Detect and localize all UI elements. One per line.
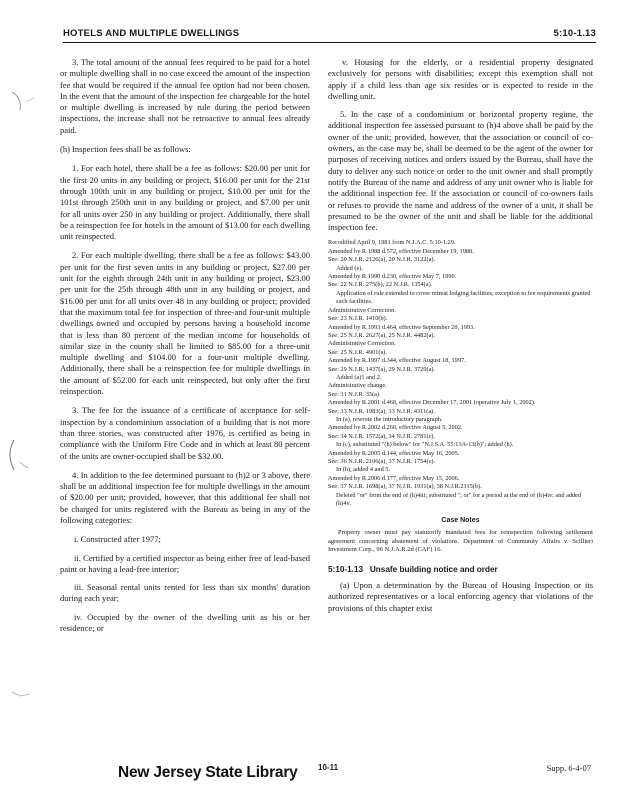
history-line: Application of rule extended to cover retreat lodging facilities; exception to fee requirements granted such facilities. bbox=[336, 289, 591, 306]
history-line: Amended by R.1997 d.344, effective August 18, 1997. bbox=[328, 357, 466, 365]
paragraph-a: (a) Upon a determination by the Bureau of Housing Inspection or its authorized representatives or a local enforcing agency that violations of the provisions of this chapter exist bbox=[328, 579, 593, 613]
library-watermark: New Jersey State Library bbox=[118, 764, 298, 781]
history-line: Added (e). bbox=[336, 264, 363, 272]
history-line: Added (a)1 and 2. bbox=[336, 373, 382, 381]
case-notes-heading: Case Notes bbox=[441, 517, 480, 525]
list-item-h4v: v. Housing for the elderly, or a residential property designated exclusively for persons with disabilities; except this exemption shall not apply if a child less than age six resides or is expected to reside in the dwelling unit. bbox=[328, 57, 593, 101]
header-title: HOTELS AND MULTIPLE DWELLINGS bbox=[63, 28, 240, 39]
paragraph-g3: 3. The total amount of the annual fees required to be paid for a hotel or multiple dwelling shall in no case exceed the amount of the inspection fee that would be required if the annual fee option had not been chosen. In the event that the amount of the inspection fee chargeable for the hotel or multiple dwelling is increased by rule during the period between inspections, the increase shall not be retroactive to annual fees already paid. bbox=[60, 57, 310, 135]
history-line: Deleted "or" from the end of (h)4iii; substituted "; or" for a period at the end of (h)4iv; and added (h)4v. bbox=[336, 491, 582, 508]
supplement-date: Supp. 6-4-07 bbox=[546, 763, 591, 773]
right-column bbox=[328, 57, 593, 622]
history-line: Amended by R.2005 d.144, effective May 16, 2005. bbox=[328, 449, 460, 457]
margin-punch-mark-middle bbox=[4, 436, 32, 476]
paragraph-h2: 2. For each multiple dwelling, there shall be a fee as follows: $43.00 per unit for the first seven units in any building or project, $27.00 per unit for the eighth through 24th unit in any building or project, $23.00 per unit for the 25th through 48th unit in any building or project, and $16.00 per unit for all units over 48 in any building or project; provided that the maximum total fee for inspection of three-and four-unit multiple dwellings owned and occupied by persons having a household income that is less than 80 percent of the median income for households of similar size in the county shall be limited to $85.00 for a three-unit multiple dwelling and $104.00 for a four-unit multiple dwelling. Additionally, there shall be a reinspection fee for multiple dwellings in the amount of $52.00 for each unit reinspected, but only after the first reinspection. bbox=[60, 250, 310, 397]
list-item-h4ii: ii. Certified by a certified inspector as being either free of lead-based paint or having a lead-free interior; bbox=[60, 552, 310, 574]
history-line: In (h), added 4 and 5. bbox=[336, 466, 391, 474]
history-line: Amended by R.2006 d.177, effective May 15, 2006. bbox=[328, 474, 460, 482]
history-line: Amended by R.1990 d.230, effective May 7, 1990. bbox=[328, 273, 457, 281]
paragraph-h3: 3. The fee for the issuance of a certificate of acceptance for self-inspection by a condominium association of a building that is not more than three stories, was constructed after 1976, is certified as being in compliance with the Uniform Fire Code and in which at least 80 percent of the units are owner-occupied shall be $32.00. bbox=[60, 405, 310, 461]
history-line: See: 22 N.J.R. 275(b), 22 N.J.R. 1354(a). bbox=[328, 281, 433, 289]
list-item-h4i: i. Constructed after 1977; bbox=[74, 534, 161, 545]
history-line: Administrative Correction. bbox=[328, 306, 396, 314]
history-line: See: 36 N.J.R. 2106(a), 37 N.J.R. 1754(c). bbox=[328, 458, 436, 466]
history-line: See: 29 N.J.R. 1437(a), 29 N.J.R. 3720(a). bbox=[328, 365, 436, 373]
history-line: Amended by R.2001 d.468, effective December 17, 2001 (operative July 1, 2002). bbox=[328, 399, 536, 407]
history-line: Administrative Correction. bbox=[328, 340, 396, 348]
history-notes bbox=[328, 239, 593, 508]
history-line: Amended by R.2002 d.260, effective August 5, 2002. bbox=[328, 424, 463, 432]
case-note: Property owner must pay statutorily mandated fees for reinspection following settlement agreement concerning abatement of violations. Department of Community Affairs v. Scillieri Investment Corp., 96 N.J.A.R.2d (CAF) 16. bbox=[328, 529, 593, 554]
paragraph-h1: 1. For each hotel, there shall be a fee as follows: $20.00 per unit for the first 20 units in any building or project, $16.00 per unit for the 21st through 100th unit in any building or project, $10.00 per unit for the 101st through 250th unit in any building or project, and $7.00 per unit for all units over 250 in any building or project. Additionally, there shall be a reinspection fee for hotels in the amount of $13.00 for each dwelling unit reinspected. bbox=[60, 163, 310, 242]
list-item-h4iv: iv. Occupied by the owner of the dwelling unit as his or her residence; or bbox=[60, 611, 310, 634]
history-line: See: 23 N.J.R. 1410(b). bbox=[328, 315, 388, 323]
history-line: In (a), rewrote the introductory paragraph. bbox=[336, 415, 443, 423]
paragraph-h-intro: (h) Inspection fees shall be as follows: bbox=[60, 144, 191, 155]
page-number: 10-11 bbox=[318, 763, 339, 772]
history-line: See: 25 N.J.R. 2627(a), 25 N.J.R. 4482(a). bbox=[328, 331, 436, 339]
paragraph-h5: 5. In the case of a condominium or horizontal property regime, the additional inspection fee assessed pursuant to (h)4 above shall be paid by the owner of the unit; provided, however, that the association or council of co-owners, as the case may be, shall be deemed to be the agent of the owner for purposes of receiving notices and orders issued by the Bureau, shall have the duty to deliver any such notice or order to the unit owner and shall promptly notify the Bureau of the name and address of any unit owner who is liable for the additional inspection fee. If the association or council of co-owners fails or refuses to provide the name and address of the owner of a unit, it shall be presumed to be the owner of the unit and shall be liable for the additional inspection fee. bbox=[328, 109, 593, 233]
history-line: See: 37 N.J.R. 1698(a), 37 N.J.R. 1931(a), 38 N.J.R.2115(b). bbox=[328, 483, 482, 491]
history-line: Administrative change. bbox=[328, 382, 387, 390]
margin-punch-mark-top bbox=[8, 88, 38, 114]
history-line: See: 31 N.J.R. 35(a). bbox=[328, 390, 381, 398]
history-line: In (c), substituted "(h) below" for "N.J.S.A. 55:13A-13(b)"; added (h). bbox=[336, 441, 514, 449]
header-section-number: 5:10-1.13 bbox=[553, 28, 596, 39]
running-header bbox=[63, 26, 596, 43]
history-line: See: 34 N.J.R. 1572(a), 34 N.J.R. 2781(c). bbox=[328, 432, 436, 440]
history-line: Recodified April 9, 1981 from N.J.A.C. 5:10-1.29. bbox=[328, 239, 456, 247]
left-column bbox=[60, 57, 310, 641]
history-line: See: 25 N.J.R. 4901(a). bbox=[328, 348, 387, 356]
history-line: See: 33 N.J.R. 1983(a), 33 N.J.R. 4311(a). bbox=[328, 407, 435, 415]
history-line: Amended by R.1988 d.572, effective December 19, 1988. bbox=[328, 247, 474, 255]
section-heading: 5:10-1.13 Unsafe building notice and order bbox=[328, 564, 498, 574]
paragraph-h4: 4. In addition to the fee determined pursuant to (h)2 or 3 above, there shall be an additional inspection fee for multiple dwellings in the amount of $20.00 per unit; provided, however, that this additional fee shall not be charged for units registered with the Bureau as being in any of the following categories: bbox=[60, 469, 310, 525]
history-line: See: 20 N.J.R. 2126(a), 20 N.J.R. 3122(a). bbox=[328, 256, 436, 264]
list-item-h4iii: iii. Seasonal rental units rented for less than six months' duration during each year; bbox=[60, 582, 310, 604]
margin-punch-mark-bottom bbox=[10, 686, 40, 700]
history-line: Amended by R.1993 d.464, effective September 20, 1993. bbox=[328, 323, 475, 331]
